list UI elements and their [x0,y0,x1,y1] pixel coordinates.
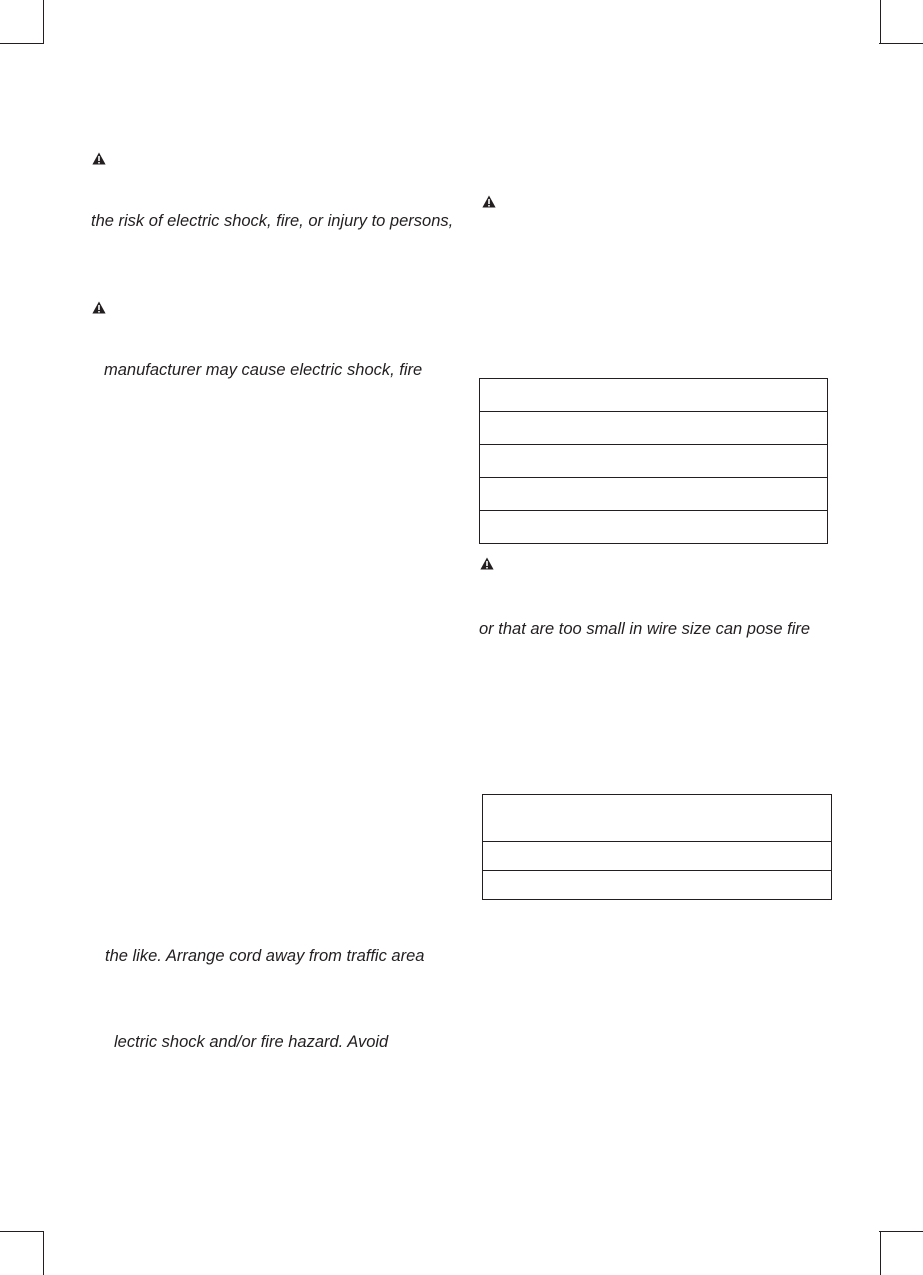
left-line-manufacturer: manufacturer may cause electric shock, fire [104,361,423,379]
table-row [483,795,831,842]
table-row [480,478,827,511]
crop-mark-bottom-right-horizontal [879,1231,923,1232]
table-2 [482,794,832,900]
crop-mark-bottom-left-horizontal [0,1231,44,1232]
warning-triangle-icon [482,195,496,208]
crop-mark-top-left-vertical [43,0,44,44]
warning-triangle-icon [480,557,494,570]
warning-triangle-icon [92,301,106,314]
crop-mark-top-right-vertical [880,0,881,44]
table-row [480,511,827,543]
table-row [483,842,831,871]
left-line-shock: lectric shock and/or fire hazard. Avoid [114,1033,389,1051]
crop-mark-bottom-right-vertical [880,1231,881,1275]
left-line-risk: the risk of electric shock, fire, or injury to persons, [91,212,454,230]
warning-triangle-icon [92,152,106,165]
right-line-wire-size: or that are too small in wire size can pose fire [479,620,811,638]
crop-mark-top-right-horizontal [879,43,923,44]
table-1 [479,378,828,544]
table-row [480,379,827,412]
table-row [483,871,831,899]
crop-mark-bottom-left-vertical [43,1231,44,1275]
left-line-traffic: the like. Arrange cord away from traffic area [105,947,425,965]
crop-mark-top-left-horizontal [0,43,44,44]
table-row [480,445,827,478]
table-row [480,412,827,445]
